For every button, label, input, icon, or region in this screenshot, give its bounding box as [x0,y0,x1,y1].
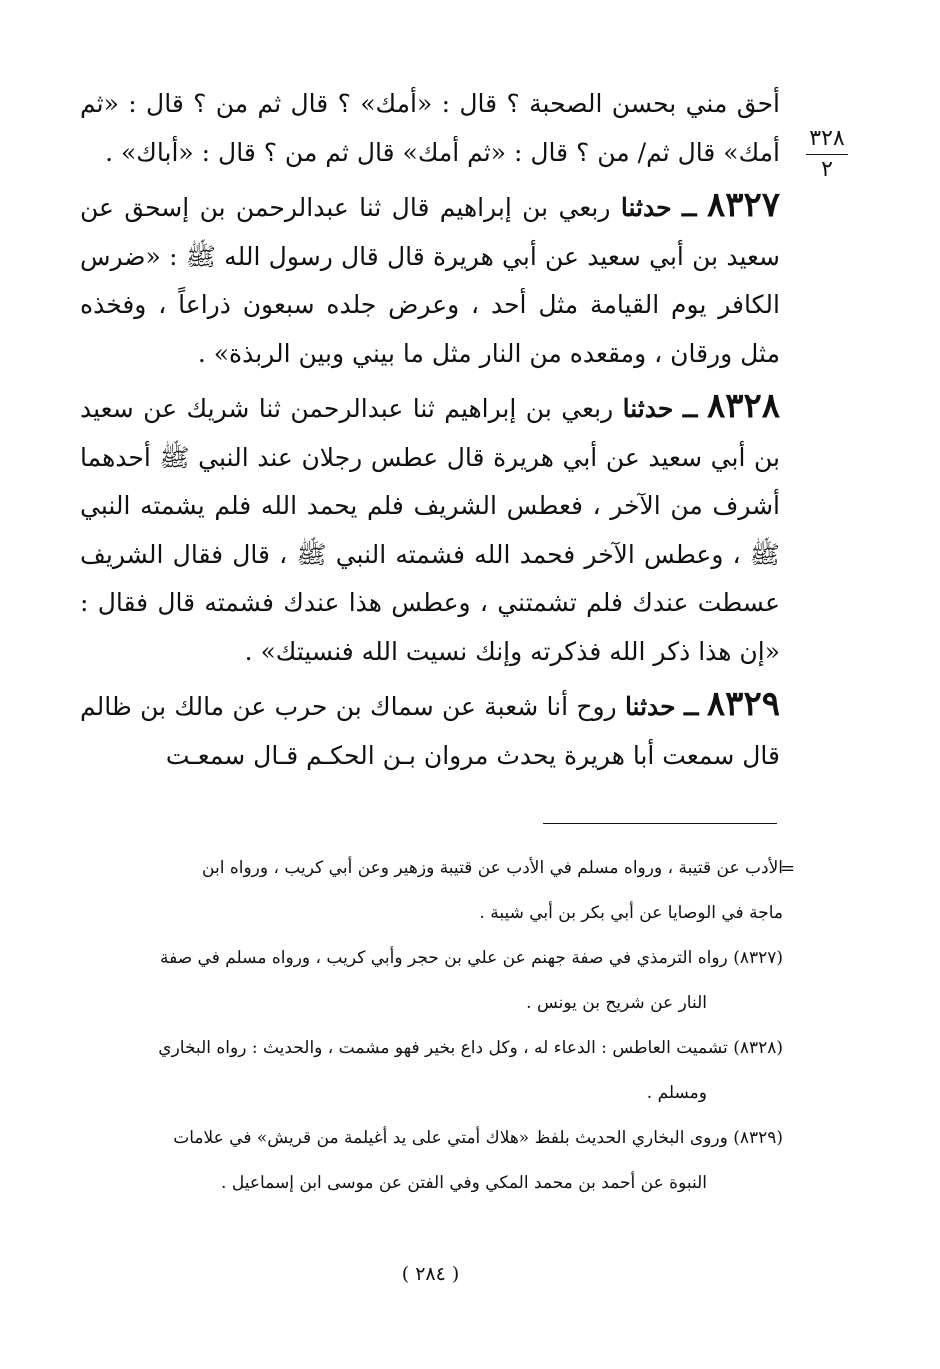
hadith-paragraph-8329 [80,680,780,780]
footnote-continuation: النبوة عن أحمد بن محمد المكي وفي الفتن عن موسى ابن إسماعيل . [221,1173,707,1193]
hadith-paragraph-8327 [80,181,780,378]
marginal-page-reference [806,128,848,181]
hadith-dash: ــ [681,193,697,222]
footnote-first-line: تشميت العاطس : الدعاء له ، وكل داع بخير فهو مشمت ، والحديث : رواه البخاري [158,1038,728,1058]
marginal-volume-number: ٢ [821,157,833,182]
hadith-paragraph-8328 [80,382,780,676]
hadith-number: ٨٣٢٧ [706,185,780,225]
intro-paragraph: أحق مني بحسن الصحبة ؟ قال : «أمك» ؟ قال ثم من ؟ قال : «ثم أمك» قال ثم/ من ؟ قال : «ثم أمك» قال ثم من ؟ قال : «أباك» . [80,89,780,167]
footnote-item [80,1026,783,1116]
footnote-separator [543,823,777,824]
footnote-continuation: النار عن شريح بن يونس . [526,993,707,1013]
hadith-dash: ــ [682,394,698,423]
hadith-keyword: حدثنا [624,692,676,721]
footnote-first-line: وروى البخاري الحديث بلفظ «هلاك أمتي على يد أغيلمة من قريش» في علامات [173,1128,728,1148]
hadith-text: ربعي بن إبراهيم قال ثنا عبدالرحمن بن إسحق عن سعيد بن أبي سعيد عن أبي هريرة قال قال رسول الله ﷺ : «ضرس الكافر يوم القيامة مثل أحد ، وعرض جلده سبعون ذراعاً ، وفخذه مثل ورقان ، ومقعده من النار مثل ما بيني وبين الربذة» . [80,193,780,368]
footnotes [80,846,783,1206]
hadith-keyword: حدثنا [622,394,674,423]
footnote-item [80,1116,783,1206]
hadith-number: ٨٣٢٨ [706,386,780,426]
footnote-label: (٨٣٢٩) [733,1128,783,1148]
main-text [80,80,780,784]
footnote-first-line: الأدب عن قتيبة ، ورواه مسلم في الأدب عن قتيبة وزهير وعن أبي كريب ، ورواه ابن [202,858,783,878]
footnote-continuation-mark: = [780,858,796,879]
page-number: ( ٢٨٤ ) [401,1263,460,1285]
footnote-label: (٨٣٢٧) [733,948,783,968]
footnote-continuation: ماجة في الوصايا عن أبي بكر بن أبي شيبة . [479,903,783,923]
hadith-number: ٨٣٢٩ [706,684,780,724]
footnote-item [80,936,783,1026]
footnote-item [80,846,783,936]
hadith-text: روح أنا شعبة عن سماك بن حرب عن مالك بن ظالم قال سمعت أبا هريرة يحدث مروان بـن الحكـم قـال سمعـت [80,692,780,770]
hadith-text: ربعي بن إبراهيم ثنا عبدالرحمن ثنا شريك عن سعيد بن أبي سعيد عن أبي هريرة قال عطس رجلان عند النبي ﷺ أحدهما أشرف من الآخر ، فعطس الشريف فلم يحمد الله فلم يشمته النبي ﷺ ، وعطس الآخر فحمد الله فشمته النبي ﷺ ، قال فقال الشريف عسطت عندك فلم تشمتني ، وعطس هذا عندك فشمته قال فقال : «إن هذا ذكر الله فذكرته وإنك نسيت الله فنسيتك» . [80,394,780,666]
footnote-first-line: رواه الترمذي في صفة جهنم عن علي بن حجر وأبي كريب ، ورواه مسلم في صفة [159,948,728,968]
hadith-dash: ــ [683,692,699,721]
hadith-keyword: حدثنا [620,193,672,222]
footnote-continuation: ومسلم . [646,1083,707,1103]
marginal-page-number: ٣٢٨ [806,128,848,155]
footnote-label: (٨٣٢٨) [733,1038,783,1058]
